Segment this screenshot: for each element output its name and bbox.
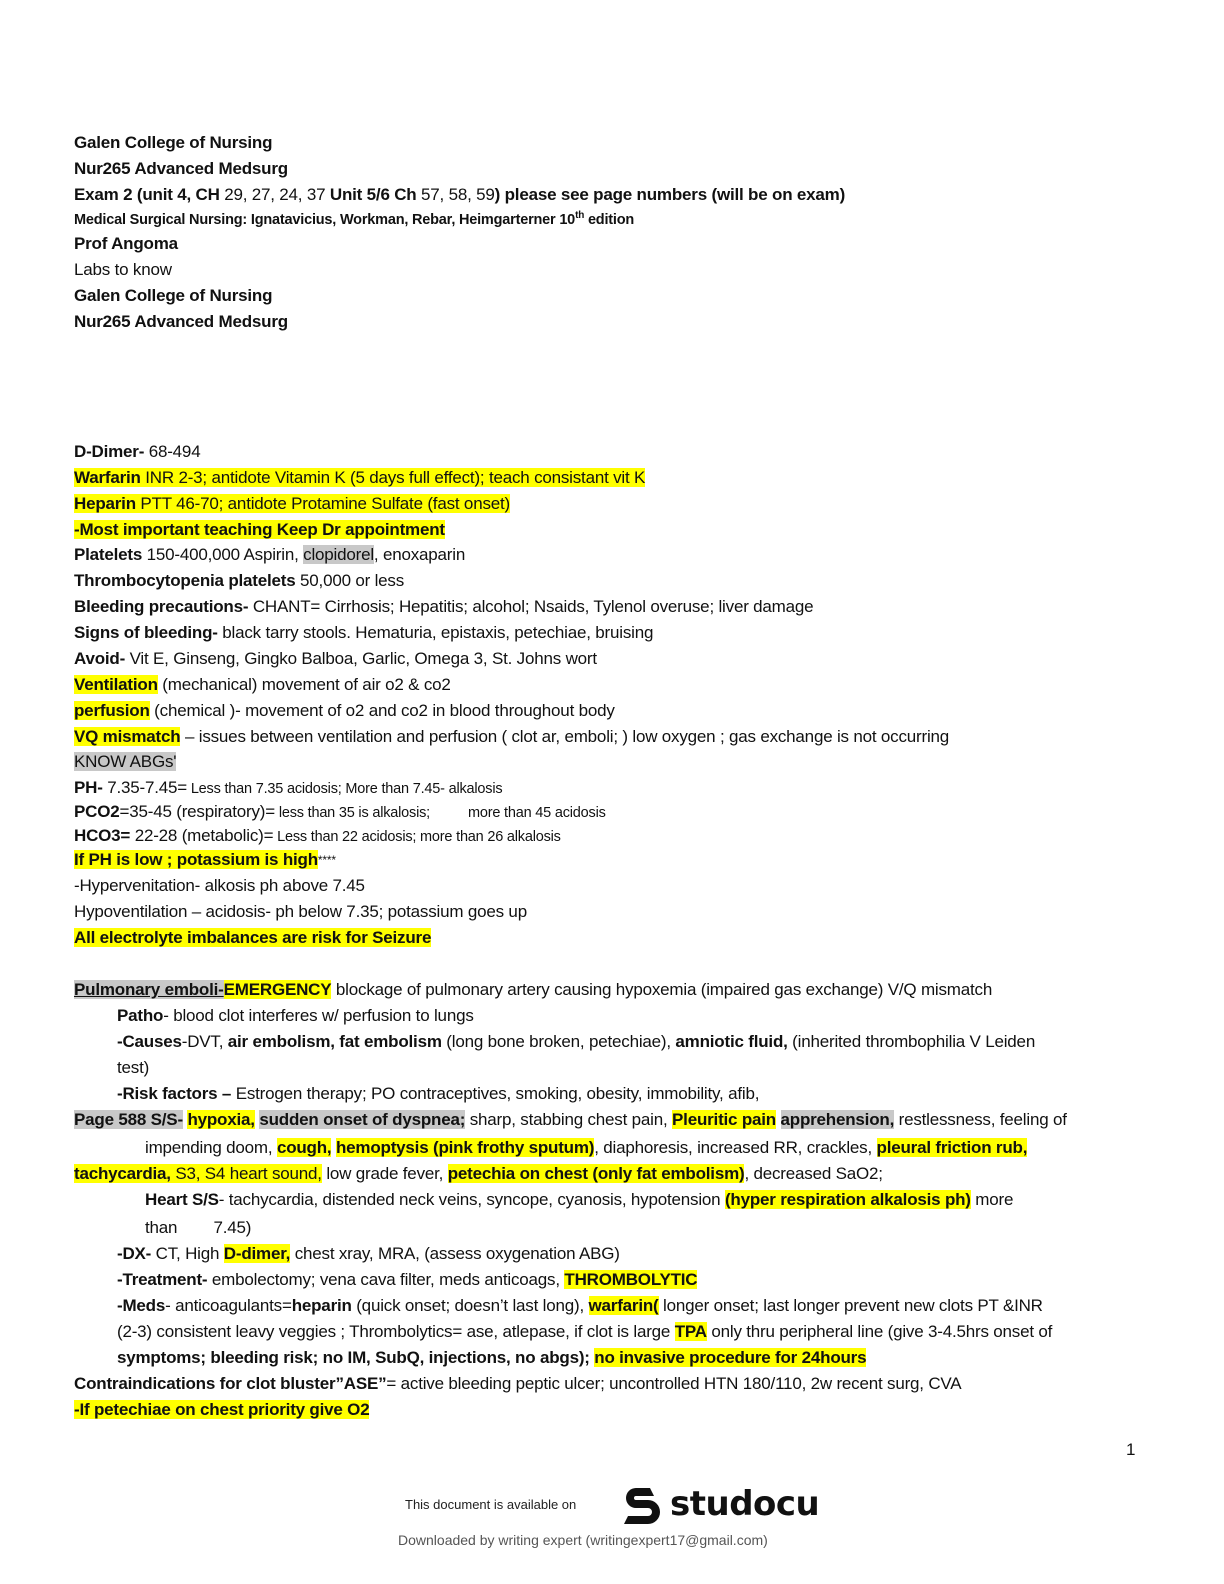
ventilation-line: Ventilation (mechanical) movement of air o2 & co2: [74, 675, 451, 694]
pe-treatment-line: -Treatment- embolectomy; vena cava filter, meds anticoags, THROMBOLYTIC: [117, 1270, 698, 1289]
page-number: 1: [1126, 1440, 1136, 1459]
pe-causes-line-2: test): [117, 1058, 150, 1077]
header-textbook: Medical Surgical Nursing: Ignatavicius, Workman, Rebar, Heimgarterner 10th edition: [74, 210, 635, 228]
studocu-logo[interactable]: [620, 1480, 819, 1528]
header-school-2: Galen College of Nursing: [74, 286, 273, 305]
pe-patho-line: Patho- blood clot interferes w/ perfusion to lungs: [117, 1006, 474, 1025]
pe-meds-line: -Meds- anticoagulants=heparin (quick onset; doesn’t last long), warfarin( longer onset; last longer prevent new clots PT &INR: [117, 1296, 1043, 1315]
warfarin-line: Warfarin INR 2-3; antidote Vitamin K (5 days full effect); teach consistant vit K: [74, 468, 646, 487]
footer-downloaded-text: Downloaded by writing expert (writingexpert17@gmail.com): [398, 1532, 768, 1548]
avoid-line: Avoid- Vit E, Ginseng, Gingko Balboa, Garlic, Omega 3, St. Johns wort: [74, 649, 597, 668]
electrolyte-line: All electrolyte imbalances are risk for Seizure: [74, 928, 432, 947]
ph-line: PH- 7.35-7.45= Less than 7.35 acidosis; More than 7.45- alkalosis: [74, 778, 503, 797]
bleeding-precautions-line: Bleeding precautions- CHANT= Cirrhosis; Hepatitis; alcohol; Nsaids, Tylenol overuse; liver damage: [74, 597, 814, 616]
signs-of-bleeding-line: Signs of bleeding- black tarry stools. Hematuria, epistaxis, petechiae, bruising: [74, 623, 654, 642]
pe-risk-line: -Risk factors – Estrogen therapy; PO contraceptives, smoking, obesity, immobility, afib,: [117, 1084, 760, 1103]
pe-meds-line-2: (2-3) consistent leavy veggies ; Thrombolytics= ase, atlepase, if clot is large TPA only thru peripheral line (give 3-4.5hrs onset of: [117, 1322, 1053, 1341]
hyperventilation-line: -Hypervenitation- alkosis ph above 7.45: [74, 876, 365, 895]
pe-heart-line: Heart S/S- tachycardia, distended neck veins, syncope, cyanosis, hypotension (hyper respiration alkalosis ph) more: [145, 1190, 1014, 1209]
footer-available-text: This document is available on: [405, 1497, 577, 1512]
heparin-line: Heparin PTT 46-70; antidote Protamine Sulfate (fast onset): [74, 494, 510, 513]
pe-ss-line: Page 588 S/S- hypoxia, sudden onset of dyspnea; sharp, stabbing chest pain, Pleuritic pain apprehension, restlessness, feeling of: [74, 1110, 1067, 1129]
header-course-2: Nur265 Advanced Medsurg: [74, 312, 288, 331]
platelets-line: Platelets 150-400,000 Aspirin, clopidorel, enoxaparin: [74, 545, 466, 564]
hypoventilation-line: Hypoventilation – acidosis- ph below 7.35; potassium goes up: [74, 902, 527, 921]
pe-heart-line-2: than 7.45): [145, 1218, 252, 1237]
pe-causes-line: -Causes-DVT, air embolism, fat embolism (long bone broken, petechiae), amniotic fluid, (inherited thrombophilia V Leiden: [117, 1032, 1036, 1051]
perfusion-line: perfusion (chemical )- movement of o2 and co2 in blood throughout body: [74, 701, 615, 720]
studocu-brand: studocu: [670, 1484, 820, 1524]
pe-ss-line-3: tachycardia, S3, S4 heart sound, low grade fever, petechia on chest (only fat embolism), decreased SaO2;: [74, 1164, 883, 1183]
pco2-line: PCO2=35-45 (respiratory)= less than 35 is alkalosis; more than 45 acidosis: [74, 802, 606, 821]
header-labs: Labs to know: [74, 260, 172, 279]
thrombocytopenia-line: Thrombocytopenia platelets 50,000 or less: [74, 571, 405, 590]
pe-title-line: Pulmonary emboli-EMERGENCY blockage of pulmonary artery causing hypoxemia (impaired gas exchange) V/Q mismatch: [74, 980, 993, 999]
header-course: Nur265 Advanced Medsurg: [74, 159, 288, 178]
header-prof: Prof Angoma: [74, 234, 178, 253]
ph-low-line: If PH is low ; potassium is high****: [74, 850, 336, 869]
pe-contraindications-line: Contraindications for clot bluster”ASE”= active bleeding peptic ulcer; uncontrolled HTN 180/110, 2w recent surg, CVA: [74, 1374, 962, 1393]
pe-dx-line: -DX- CT, High D-dimer, chest xray, MRA, (assess oxygenation ABG): [117, 1244, 620, 1263]
header-exam: Exam 2 (unit 4, CH 29, 27, 24, 37 Unit 5/6 Ch 57, 58, 59) please see page numbers (will be on exam): [74, 185, 846, 204]
header-school: Galen College of Nursing: [74, 133, 273, 152]
pe-ss-line-2: impending doom, cough, hemoptysis (pink frothy sputum), diaphoresis, increased RR, crackles, pleural friction rub,: [145, 1138, 1028, 1157]
pe-meds-line-3: symptoms; bleeding risk; no IM, SubQ, injections, no abgs); no invasive procedure for 24hours: [117, 1348, 867, 1367]
vq-mismatch-line: VQ mismatch – issues between ventilation and perfusion ( clot ar, emboli; ) low oxygen ; gas exchange is not occurring: [74, 727, 950, 746]
hco3-line: HCO3= 22-28 (metabolic)= Less than 22 acidosis; more than 26 alkalosis: [74, 826, 561, 845]
know-abgs-line: KNOW ABGs': [74, 752, 177, 771]
studocu-logo-icon: [620, 1482, 664, 1526]
ddimer-line: D-Dimer- 68-494: [74, 442, 201, 461]
teaching-line: -Most important teaching Keep Dr appointment: [74, 520, 445, 539]
pe-petechiae-line: -If petechiae on chest priority give O2: [74, 1400, 370, 1419]
